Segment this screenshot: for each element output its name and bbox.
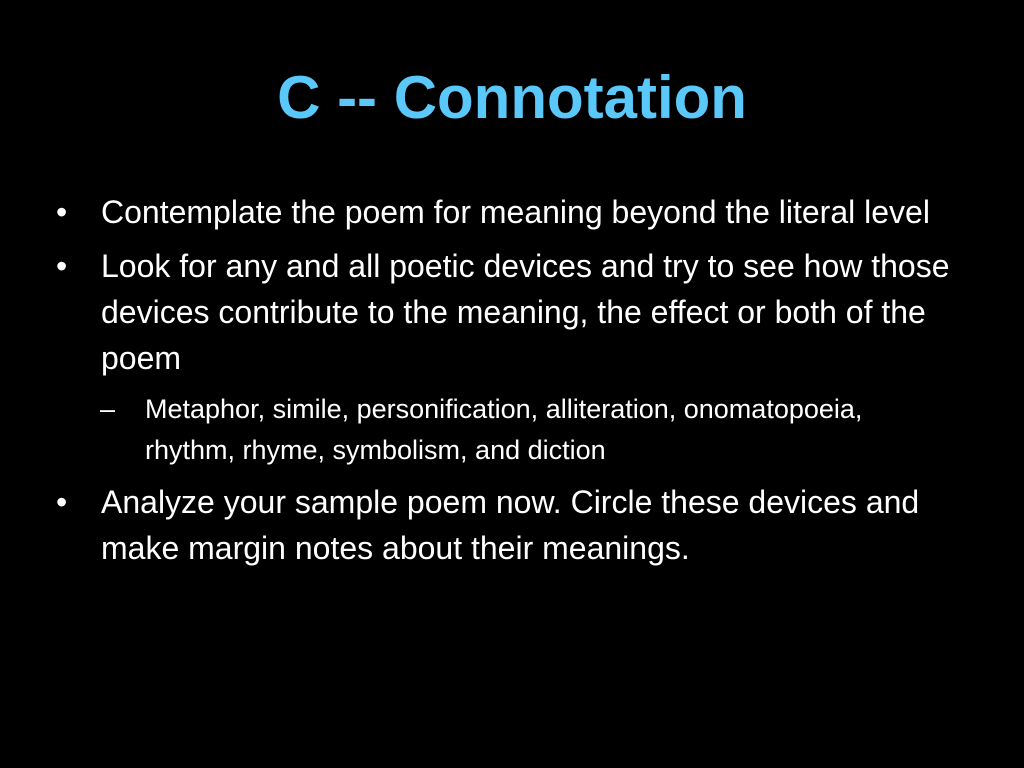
bullet-item-1 (56, 189, 956, 235)
bullet-text: Look for any and all poetic devices and try to see how those devices contribute to the meaning, the effect or both of the poem (101, 248, 950, 376)
bullet-item-3 (56, 479, 956, 571)
bullet-text: Analyze your sample poem now. Circle these devices and make margin notes about their meanings. (101, 484, 920, 566)
sub-bullet-text: Metaphor, simile, personification, alliteration, onomatopoeia, rhythm, rhyme, symbolism, and diction (145, 394, 863, 465)
bullet-marker: • (56, 194, 68, 230)
sub-bullet-marker: – (100, 394, 116, 424)
bullet-item-2 (56, 243, 956, 381)
bullet-text: Contemplate the poem for meaning beyond the literal level (101, 194, 930, 230)
slide-title: C -- Connotation (277, 64, 747, 131)
bullet-list (56, 189, 956, 579)
bullet-marker: • (56, 484, 68, 520)
sub-bullet-list (56, 389, 956, 471)
sub-bullet-item-1 (100, 389, 956, 471)
bullet-marker: • (56, 248, 68, 284)
